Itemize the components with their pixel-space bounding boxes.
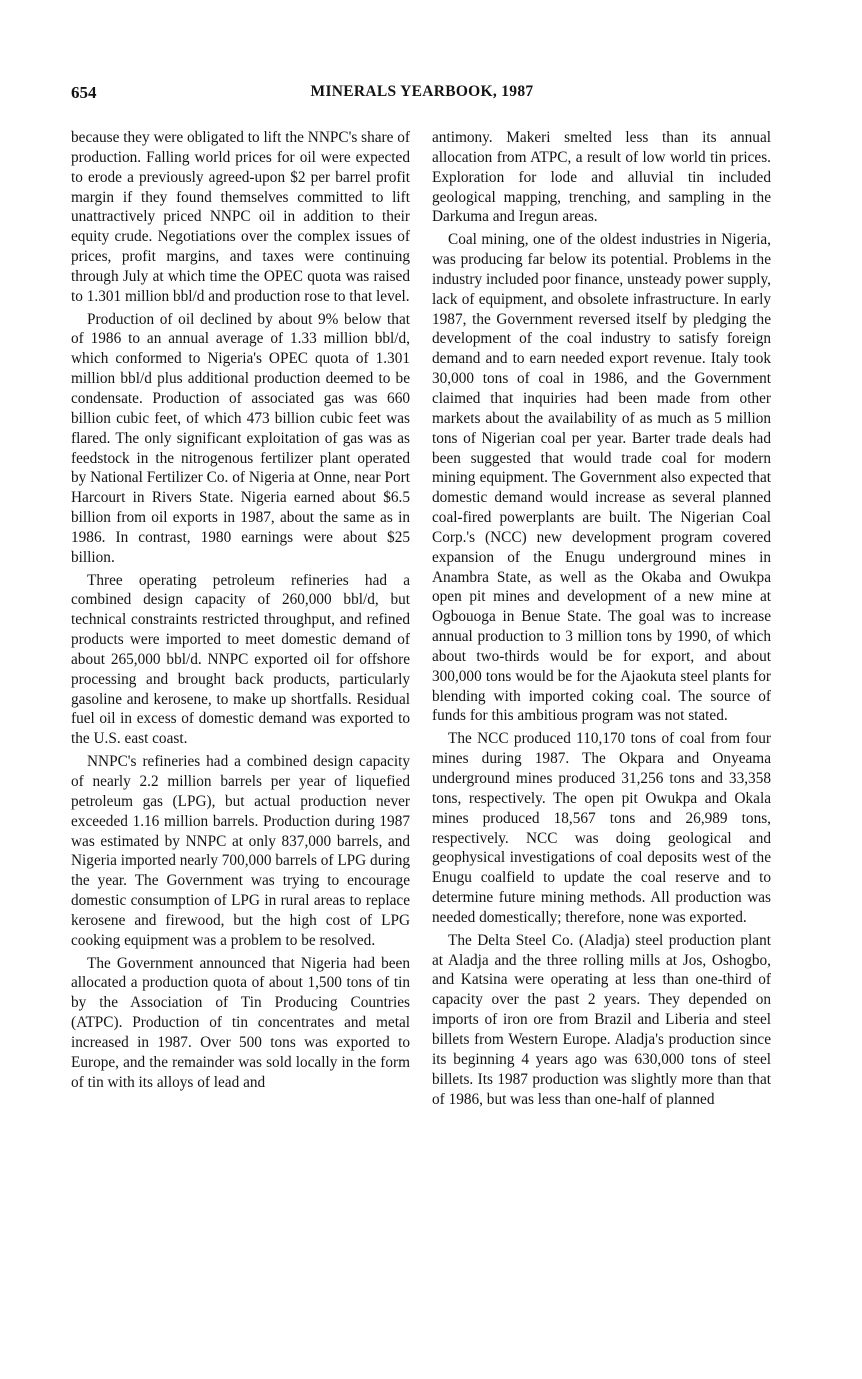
paragraph: Three operating petroleum refineries had a combined design capacity of 260,000 bbl/d, but technical constraints restricted throughput, and refined products were imported to meet domestic demand of about 265,000 bbl/d. NNPC exported oil for offshore processing and brought back products, particularly gasoline and kerosene, to make up shortfalls. Residual fuel oil in excess of domestic demand was exported to the U.S. east coast. [71, 571, 410, 748]
page-header [71, 83, 773, 105]
paragraph: The NCC produced 110,170 tons of coal from four mines during 1987. The Okpara and Onyeama underground mines produced 31,256 tons and 33,358 tons, respectively. The open pit Owukpa and Okala mines produced 18,567 tons and 26,989 tons, respectively. NCC was doing geological and geophysical investigations of coal deposits west of the Enugu coalfield to update the coal reserve and to determine future mining methods. All production was needed domestically; therefore, none was exported. [432, 730, 771, 926]
paragraph: The Government announced that Nigeria had been allocated a production quota of about 1,500 tons of tin by the Association of Tin Producing Countries (ATPC). Production of tin concentrates and metal increased in 1987. Over 500 tons was exported to Europe, and the remainder was sold locally in the form of tin with its alloys of lead and [71, 954, 410, 1091]
paragraph: NNPC's refineries had a combined design capacity of nearly 2.2 million barrels per year of liquefied petroleum gas (LPG), but actual production never exceeded 1.16 million barrels. Production during 1987 was estimated by NNPC at only 837,000 barrels, and Nigeria imported nearly 700,000 barrels of LPG during the year. The Government was trying to encourage domestic consumption of LPG in rural areas to replace kerosene and firewood, but the high cost of LPG cooking equipment was a problem to be resolved. [71, 753, 410, 949]
running-title: MINERALS YEARBOOK, 1987 [310, 83, 534, 100]
paragraph: because they were obligated to lift the NNPC's share of production. Falling world prices for oil were expected to erode a previously agreed-upon $2 per barrel profit margin if they found themselves committed to lift unattractively priced NNPC oil in addition to their equity crude. Negotiations over the complex issues of prices, profit margins, and taxes were continuing through July at which time the OPEC quota was raised to 1.301 million bbl/d and production rose to that level. [71, 129, 410, 305]
paragraph: Coal mining, one of the oldest industries in Nigeria, was producing far below its potential. Problems in the industry included poor finance, unsteady power supply, lack of equipment, and obsolete infrastructure. In early 1987, the Government reversed itself by pledging the development of the coal industry to satisfy foreign demand and to earn needed export revenue. Italy took 30,000 tons of coal in 1986, and the Government claimed that inquiries had been made from other markets about the availability of as much as 5 million tons of Nigerian coal per year. Barter trade deals had been suggested that would trade coal for modern mining equipment. The Government also expected that domestic demand would increase as several planned coal-fired powerplants are built. The Nigerian Coal Corp.'s (NCC) new development program covered expansion of the Enugu underground mines in Anambra State, as well as the Okaba and Owukpa open pit mines and development of a new mine at Ogbouoga in Benue State. The goal was to increase annual production to 3 million tons by 1990, of which about two-thirds would be for export, and about 300,000 tons would be for the Ajaokuta steel plants for blending with imported coking coal. The source of funds for this ambitious program was not stated. [432, 231, 771, 725]
paragraph: Production of oil declined by about 9% below that of 1986 to an annual average of 1.33 million bbl/d, which conformed to Nigeria's OPEC quota of 1.301 million bbl/d plus additional production deemed to be condensate. Production of associated gas was 660 billion cubic feet, of which 473 billion cubic feet was flared. The only significant exploitation of gas was as feedstock in the nitrogenous fertilizer plant operated by National Fertilizer Co. of Nigeria at Onne, near Port Harcourt in Rivers State. Nigeria earned about $6.5 billion from oil exports in 1987, about the same as in 1986. In contrast, 1980 earnings were about $25 billion. [71, 310, 410, 566]
page-number: 654 [71, 83, 97, 102]
paragraph: antimony. Makeri smelted less than its annual allocation from ATPC, a result of low world tin prices. Exploration for lode and alluvial tin included geological mapping, trenching, and sampling in the Darkuma and Iregun areas. [432, 129, 771, 226]
left-column [71, 128, 410, 1096]
paragraph: The Delta Steel Co. (Aladja) steel production plant at Aladja and the three rolling mills at Jos, Oshogbo, and Katsina were operating at less than one-third of capacity over the past 2 years. They depended on imports of iron ore from Brazil and Liberia and steel billets from Western Europe. Aladja's production since its beginning 4 years ago was 630,000 tons of steel billets. Its 1987 production was slightly more than that of 1986, but was less than one-half of planned [432, 931, 771, 1108]
right-column [432, 128, 771, 1112]
